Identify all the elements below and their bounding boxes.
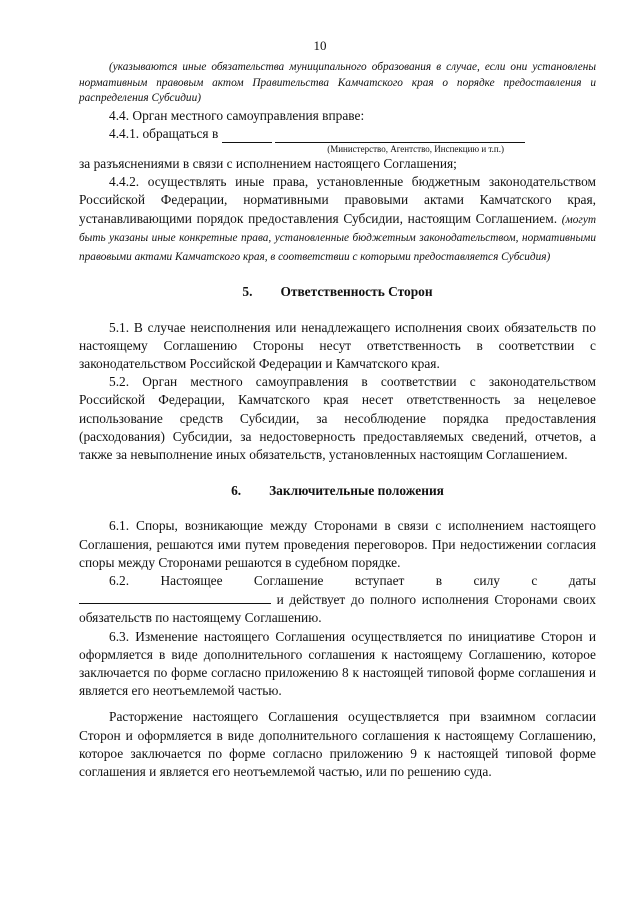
clause-6-2-word: вступает: [354, 573, 405, 589]
clause-6-2-word: с: [531, 573, 538, 589]
section-5-heading: [79, 283, 596, 301]
clause-6-2-word: даты: [568, 573, 596, 589]
clause-4-4-1-end: за разъяснениями в связи с исполнением настоящего Соглашения;: [79, 155, 457, 171]
clause-4-4-2-note: (могут быть указаны иные конкретные права, установленные бюджетным законодательством, нормативными правовыми актами Камчатского края, в соответствии с которыми предоставляется Субсидия): [79, 213, 596, 263]
blank-line: [222, 129, 272, 143]
clause-6-2-word: 6.2.: [109, 573, 130, 589]
section-5-number: 5.: [242, 284, 253, 300]
document-body: [79, 60, 596, 781]
section-6-title: Заключительные положения: [269, 483, 444, 499]
clause-5-1: 5.1. В случае неисполнения или ненадлежащего исполнения своих обязательств по настоящему Соглашению Стороны несут ответственность в соответствии с законодательством Российской Федерации и Камчатского края.: [79, 319, 596, 371]
page-number: 10: [313, 38, 327, 53]
clause-6-3: 6.3. Изменение настоящего Соглашения осуществляется по инициативе Сторон и оформляется в виде дополнительного соглашения к настоящему Соглашению, которое заключается по форме согласно приложению 8 к настоящей типовой форме соглашения и является его неотъемлемой частью.: [79, 628, 596, 699]
clause-6-1: 6.1. Споры, возникающие между Сторонами в связи с исполнением настоящего Соглашения, решаются ими путем проведения переговоров. При недостижении согласия споры между Сторонами решаются в судебном порядке.: [79, 518, 596, 570]
date-blank-line: [79, 590, 271, 604]
section-5-title: Ответственность Сторон: [280, 284, 433, 300]
clause-4-4: 4.4. Орган местного самоуправления вправе:: [109, 107, 365, 123]
blank-line: [275, 129, 525, 143]
clause-6-2-word: в: [435, 573, 443, 589]
clause-5-2: 5.2. Орган местного самоуправления в соответствии с законодательством Российской Федерации, Камчатского края несет ответственность за нецелевое использование средств Субсидии, за несоблюдение порядка предоставления (расходования) Субсидии, за недостоверность предоставляемых сведений, отчетов, а также за невыполнение иных обязательств, установленных настоящим Соглашением.: [79, 374, 596, 462]
clause-4-4-1-note: (Министерство, Агентство, Инспекцию и т.п.): [327, 143, 504, 154]
clause-4-4-2: [79, 173, 596, 265]
section-6-number: 6.: [231, 483, 242, 499]
clause-6-2-word: силу: [473, 573, 500, 589]
clause-6-2-text: и действует до полного исполнения Сторонами своих обязательств по настоящему Соглашению.: [79, 592, 596, 626]
intro-note: (указываются иные обязательства муниципального образования в случае, если они установлены нормативным правовым актом Правительства Камчатского края о порядке предоставления и распределения Субсидии): [79, 61, 596, 105]
clause-6-2-cont: [79, 590, 596, 627]
clause-6-2-first-line: [79, 572, 596, 590]
clause-4-4-1-start: 4.4.1. обращаться в: [109, 125, 219, 141]
termination-paragraph: Расторжение настоящего Соглашения осуществляется при взаимном согласии Сторон и оформляется в виде дополнительного соглашения к настоящему Соглашению, которое заключается по форме согласно приложению 9 к настоящей типовой форме соглашения и является его неотъемлемой частью, или по решению суда.: [79, 709, 596, 780]
section-6-heading: [79, 482, 596, 500]
clause-4-4-1-line: [79, 125, 596, 143]
clause-6-2-word: Настоящее: [160, 573, 223, 589]
clause-6-2-word: Соглашение: [253, 573, 324, 589]
clause-4-4-2-text: 4.4.2. осуществлять иные права, установленные бюджетным законодательством Российской Федерации, нормативными правовыми актами Камчатского края, устанавливающими порядок предоставления Субсидии, настоящим Соглашением.: [79, 174, 596, 226]
